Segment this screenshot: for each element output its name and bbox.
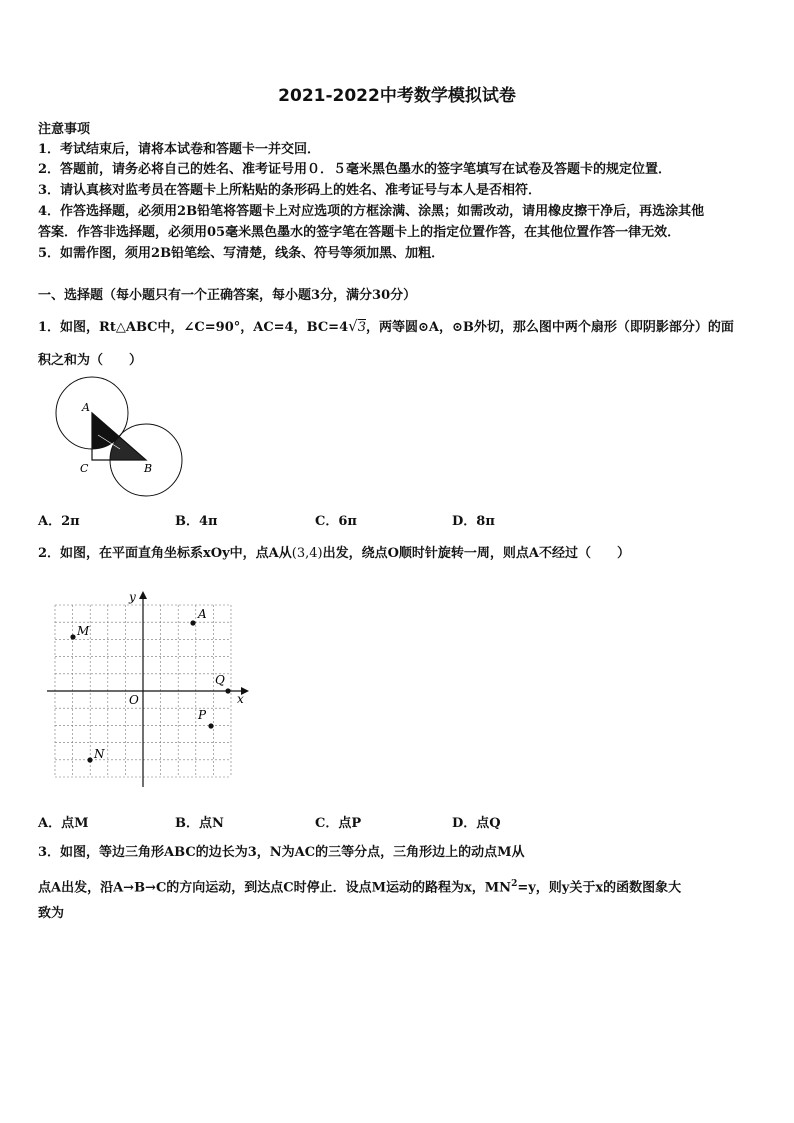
- notice-item: 4．作答选择题，必须用2B铅笔将答题卡上对应选项的方框涂满、涂黑；如需改动，请用橡皮擦干净后，再选涂其他: [38, 204, 705, 219]
- point-p: [208, 723, 213, 728]
- q1-option-a[interactable]: A．2π: [38, 514, 80, 529]
- point-a: [190, 620, 195, 625]
- point-n: [87, 757, 92, 762]
- q3-stem-line1: 3．如图，等边三角形ABC的边长为3，N为AC的三等分点，三角形边上的动点M从: [38, 845, 525, 860]
- notice-item: 5．如需作图，须用2B铅笔绘、写清楚，线条、符号等须加黑、加粗．: [38, 246, 445, 261]
- q2-point: (3,4): [291, 546, 323, 561]
- section-heading: 一、选择题（每小题只有一个正确答案，每小题3分，满分30分）: [38, 288, 417, 303]
- notice-item: 2．答题前，请务必将自己的姓名、准考证号用０．５毫米黑色墨水的签字笔填写在试卷及答题卡的规定位置．: [38, 162, 672, 177]
- page-title: 2021-2022中考数学模拟试卷: [278, 86, 516, 106]
- label-a: A: [82, 401, 90, 414]
- q2-option-c[interactable]: C．点P: [315, 816, 362, 831]
- label-c: C: [80, 462, 89, 475]
- q1-option-c[interactable]: C．6π: [315, 514, 357, 529]
- q3-stem-line3: 致为: [38, 906, 65, 921]
- label-origin: O: [129, 693, 139, 707]
- q3-superscript: 2: [511, 879, 518, 889]
- sqrt-sign: √: [348, 317, 358, 335]
- label-b: B: [144, 462, 153, 475]
- q2-text-a: 2．如图，在平面直角坐标系xOy中，点A从: [38, 546, 292, 561]
- q3-stem-line2: [38, 876, 681, 896]
- label-m: M: [77, 624, 90, 638]
- label-x: x: [237, 692, 244, 706]
- q2-coordinate-figure: [45, 585, 255, 795]
- q1-option-b[interactable]: B．4π: [175, 514, 218, 529]
- point-m: [70, 634, 75, 639]
- q1-figure: [50, 375, 190, 500]
- notice-heading: 注意事项: [38, 122, 91, 137]
- q1-stem-line2: 积之和为（ ）: [38, 353, 143, 368]
- q2-text-b: 出发，绕点O顺时针旋转一周，则点A不经过（ ）: [322, 546, 631, 561]
- q2-stem: [38, 546, 630, 562]
- q3-text-a: 点A出发，沿A→B→C的方向运动，到达点C时停止．设点M运动的路程为x，MN: [38, 880, 512, 896]
- label-n: N: [94, 747, 105, 761]
- q2-option-d[interactable]: D．点Q: [452, 816, 501, 831]
- q1-text-b: ，两等圆⊙A，⊙B外切，那么图中两个扇形（即阴影部分）的面: [365, 320, 734, 335]
- q1-text-a: 1．如图，Rt△ABC中，∠C=90°，AC=4，BC=4: [38, 320, 349, 335]
- label-y: y: [129, 590, 136, 604]
- q2-option-b[interactable]: B．点N: [175, 816, 224, 831]
- point-q: [225, 688, 230, 693]
- label-p: P: [198, 708, 207, 722]
- notice-item: 1．考试结束后，请将本试卷和答题卡一并交回．: [38, 142, 321, 157]
- notice-item: 答案．作答非选择题，必须用05毫米黑色墨水的签字笔在答题卡上的指定位置作答，在其他位置作答一律无效．: [38, 225, 681, 240]
- label-a: A: [198, 607, 207, 621]
- label-q: Q: [215, 673, 225, 687]
- y-axis-arrow: [139, 591, 147, 599]
- q1-option-d[interactable]: D．8π: [452, 514, 495, 529]
- notice-item: 3．请认真核对监考员在答题卡上所粘贴的条形码上的姓名、准考证号与本人是否相符．: [38, 183, 542, 198]
- q2-option-a[interactable]: A．点M: [38, 816, 89, 831]
- q3-text-b: =y，则y关于x的函数图象大: [517, 880, 682, 896]
- sqrt-radicand: 3: [357, 320, 366, 335]
- q1-stem-line1: [38, 318, 734, 336]
